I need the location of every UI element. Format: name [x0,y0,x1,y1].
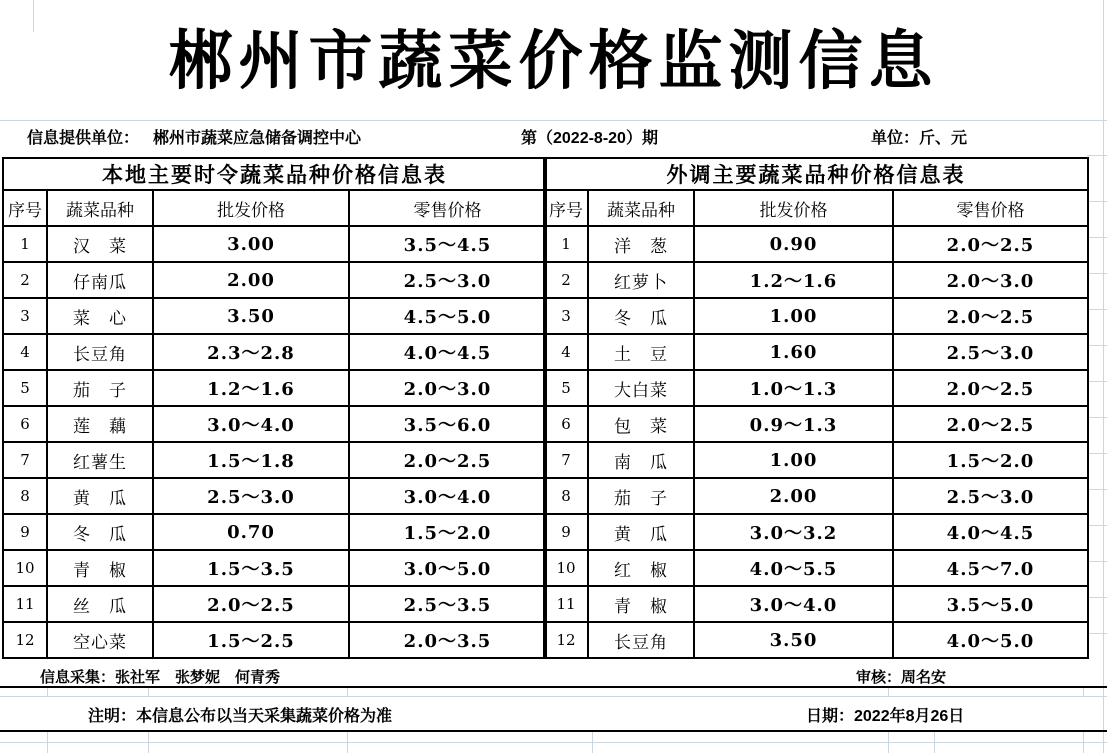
gridline [0,696,1107,697]
wholesale-price-cell: 3.00 [153,226,349,262]
table-row [3,334,546,370]
row-number-cell: 11 [3,586,47,622]
column-header-vegetable: 蔬菜品种 [588,190,694,226]
wholesale-price-cell: 3.0～4.0 [153,406,349,442]
table-row [544,550,1088,586]
external-table-title: 外调主要蔬菜品种价格信息表 [544,158,1088,190]
wholesale-price-cell: 1.2～1.6 [153,370,349,406]
vegetable-name-cell: 汉 菜 [47,226,153,262]
table-row [3,586,546,622]
table-row [3,370,546,406]
table-header-row [3,190,546,226]
row-number-cell: 3 [3,298,47,334]
table-row [3,550,546,586]
table-row [3,478,546,514]
info-provider-value: 郴州市蔬菜应急储备调控中心 [153,130,362,147]
retail-price-cell: 2.0～2.5 [893,370,1088,406]
retail-price-cell: 4.5～7.0 [893,550,1088,586]
gridline [888,732,889,753]
disclaimer-note: 注明：本信息公布以当天采集蔬菜价格为准 [88,708,393,725]
retail-price-cell: 2.0～2.5 [349,442,546,478]
row-number-cell: 2 [3,262,47,298]
column-header-wholesale: 批发价格 [153,190,349,226]
wholesale-price-cell: 2.5～3.0 [153,478,349,514]
wholesale-price-cell: 1.00 [694,442,893,478]
table-row [544,262,1088,298]
row-number-cell: 10 [3,550,47,586]
retail-price-cell: 4.0～4.5 [349,334,546,370]
vegetable-name-cell: 丝 瓜 [47,586,153,622]
row-number-cell: 1 [544,226,588,262]
row-number-cell: 4 [3,334,47,370]
wholesale-price-cell: 4.0～5.5 [694,550,893,586]
table-title-row [544,158,1088,190]
row-number-cell: 5 [3,370,47,406]
info-provider-label: 信息提供单位： [27,130,140,147]
wholesale-price-cell: 2.0～2.5 [153,586,349,622]
table-row [3,298,546,334]
retail-price-cell: 2.0～2.5 [893,298,1088,334]
table-row [3,442,546,478]
retail-price-cell: 3.5～6.0 [349,406,546,442]
wholesale-price-cell: 2.00 [153,262,349,298]
vegetable-name-cell: 长豆角 [47,334,153,370]
wholesale-price-cell: 0.90 [694,226,893,262]
gridline [0,120,1107,121]
divider-line [0,686,1107,688]
retail-price-cell: 2.5～3.0 [349,262,546,298]
retail-price-cell: 2.5～3.0 [893,478,1088,514]
gridline [148,732,149,753]
row-number-cell: 6 [3,406,47,442]
row-number-cell: 4 [544,334,588,370]
retail-price-cell: 3.0～5.0 [349,550,546,586]
table-header-row [544,190,1088,226]
retail-price-cell: 4.5～5.0 [349,298,546,334]
table-row [544,622,1088,658]
vegetable-name-cell: 红萝卜 [588,262,694,298]
issue-number: 第（2022-8-20）期 [521,130,658,147]
gridline [47,688,48,696]
column-header-index: 序号 [3,190,47,226]
wholesale-price-cell: 1.5～2.5 [153,622,349,658]
retail-price-cell: 4.0～5.0 [893,622,1088,658]
retail-price-cell: 2.0～3.0 [893,262,1088,298]
wholesale-price-cell: 1.0～1.3 [694,370,893,406]
gridline [0,742,1107,743]
column-header-index: 序号 [544,190,588,226]
local-table-title: 本地主要时令蔬菜品种价格信息表 [3,158,546,190]
retail-price-cell: 2.0～2.5 [893,226,1088,262]
wholesale-price-cell: 0.70 [153,514,349,550]
divider-line [0,730,1107,732]
table-title-row [3,158,546,190]
gridline [888,688,889,696]
table-row [3,514,546,550]
table-row [544,406,1088,442]
vegetable-name-cell: 冬 瓜 [47,514,153,550]
vegetable-name-cell: 黄 瓜 [588,514,694,550]
wholesale-price-cell: 3.0～4.0 [694,586,893,622]
table-row [544,298,1088,334]
table-row [3,226,546,262]
retail-price-cell: 2.0～3.0 [349,370,546,406]
vegetable-name-cell: 红 椒 [588,550,694,586]
vegetable-name-cell: 大白菜 [588,370,694,406]
table-row [544,586,1088,622]
vegetable-name-cell: 冬 瓜 [588,298,694,334]
row-number-cell: 6 [544,406,588,442]
row-number-cell: 8 [3,478,47,514]
row-number-cell: 11 [544,586,588,622]
wholesale-price-cell: 3.50 [694,622,893,658]
table-row [544,478,1088,514]
retail-price-cell: 3.0～4.0 [349,478,546,514]
retail-price-cell: 2.0～2.5 [893,406,1088,442]
row-number-cell: 9 [3,514,47,550]
row-number-cell: 3 [544,298,588,334]
vegetable-name-cell: 南 瓜 [588,442,694,478]
wholesale-price-cell: 1.60 [694,334,893,370]
collectors-credit: 信息采集：张社军 张梦妮 何青秀 [40,669,281,686]
vegetable-name-cell: 黄 瓜 [47,478,153,514]
wholesale-price-cell: 3.50 [153,298,349,334]
vegetable-name-cell: 长豆角 [588,622,694,658]
unit-note: 单位：斤、元 [871,130,968,147]
vegetable-name-cell: 茄 子 [588,478,694,514]
row-number-cell: 12 [544,622,588,658]
table-row [3,406,546,442]
gridline [347,732,348,753]
retail-price-cell: 2.0～3.5 [349,622,546,658]
gridline [47,732,48,753]
vegetable-name-cell: 空心菜 [47,622,153,658]
gridline [347,688,348,696]
gridline [1087,155,1107,156]
vegetable-name-cell: 青 椒 [47,550,153,586]
vegetable-name-cell: 菜 心 [47,298,153,334]
wholesale-price-cell: 3.0～3.2 [694,514,893,550]
vegetable-name-cell: 包 菜 [588,406,694,442]
gridline [148,688,149,696]
retail-price-cell: 2.5～3.0 [893,334,1088,370]
column-header-vegetable: 蔬菜品种 [47,190,153,226]
publish-date: 日期：2022年8月26日 [806,708,965,725]
row-number-cell: 8 [544,478,588,514]
info-provider [27,127,361,155]
retail-price-cell: 1.5～2.0 [893,442,1088,478]
wholesale-price-cell: 1.5～1.8 [153,442,349,478]
vegetable-name-cell: 莲 藕 [47,406,153,442]
row-number-cell: 5 [544,370,588,406]
row-number-cell: 1 [3,226,47,262]
retail-price-cell: 4.0～4.5 [893,514,1088,550]
external-prices-table [543,157,1089,659]
wholesale-price-cell: 1.5～3.5 [153,550,349,586]
retail-price-cell: 3.5～5.0 [893,586,1088,622]
gridline [1083,688,1084,696]
local-prices-table [2,157,547,659]
wholesale-price-cell: 1.00 [694,298,893,334]
table-row [544,226,1088,262]
retail-price-cell: 3.5～4.5 [349,226,546,262]
column-header-retail: 零售价格 [349,190,546,226]
row-number-cell: 12 [3,622,47,658]
column-header-retail: 零售价格 [893,190,1088,226]
vegetable-name-cell: 洋 葱 [588,226,694,262]
column-header-wholesale: 批发价格 [694,190,893,226]
row-number-cell: 7 [3,442,47,478]
wholesale-price-cell: 0.9～1.3 [694,406,893,442]
wholesale-price-cell: 2.00 [694,478,893,514]
page-title: 郴州市蔬菜价格监测信息 [168,24,939,99]
wholesale-price-cell: 2.3～2.8 [153,334,349,370]
row-number-cell: 2 [544,262,588,298]
wholesale-price-cell: 1.2～1.6 [694,262,893,298]
vegetable-name-cell: 土 豆 [588,334,694,370]
vegetable-name-cell: 红薯生 [47,442,153,478]
table-row [544,334,1088,370]
table-row [544,442,1088,478]
gridline-strip [1087,166,1107,661]
row-number-cell: 7 [544,442,588,478]
vegetable-name-cell: 青 椒 [588,586,694,622]
gridline [934,732,935,753]
table-row [544,514,1088,550]
reviewer-credit: 审核：周名安 [856,669,947,686]
retail-price-cell: 1.5～2.0 [349,514,546,550]
retail-price-cell: 2.5～3.5 [349,586,546,622]
gridline [592,732,593,753]
row-number-cell: 10 [544,550,588,586]
table-row [544,370,1088,406]
table-row [3,622,546,658]
vegetable-name-cell: 仔南瓜 [47,262,153,298]
gridline [1083,732,1084,753]
vegetable-name-cell: 茄 子 [47,370,153,406]
table-row [3,262,546,298]
row-number-cell: 9 [544,514,588,550]
